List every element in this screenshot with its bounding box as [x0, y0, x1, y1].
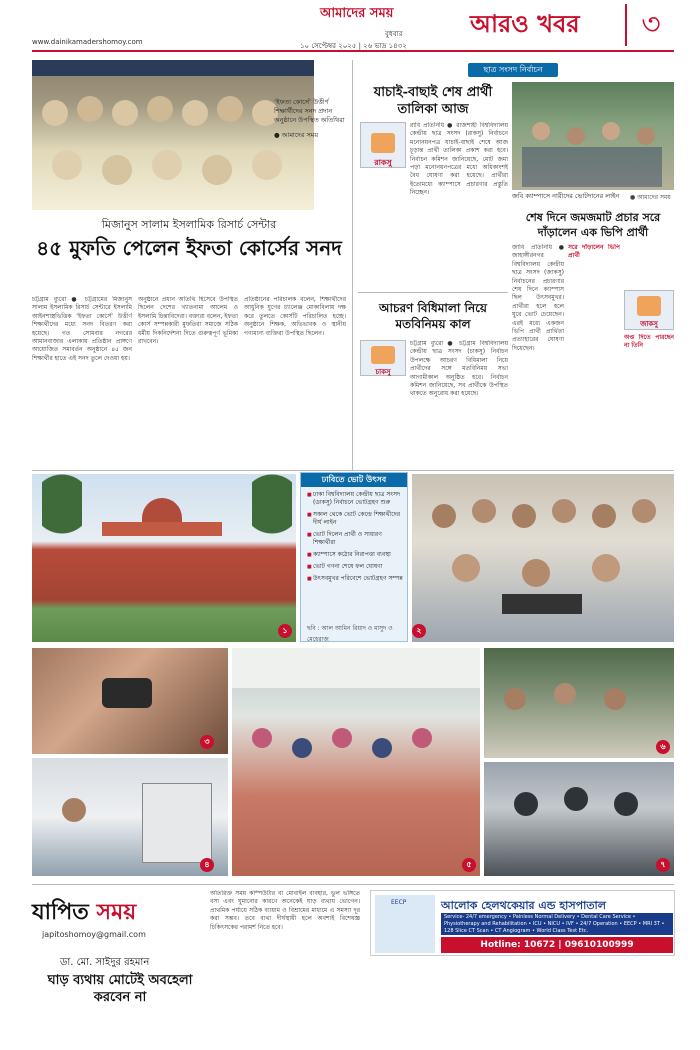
- photo-badge-5: ৫: [462, 858, 476, 872]
- section-divider: [32, 470, 674, 471]
- story2-body-b: [358, 172, 406, 232]
- column-paragraph: অতিরিক্ত সময় কম্পিউটার বা মোবাইল ব্যবহার, ভুল ভঙ্গিতে বসা এবং ঘুমানোর কারণে অনেকেই ঘাড় ব্যথায় ভোগেন। প্রাথমিক পর্যায়ে সঠিক ব্যায়াম ও বিশ্রামের মাধ্যমে এ সমস্যা দূর করা সম্ভব। তবে ব্যথা দীর্ঘস্থায়ী হলে অবশ্যই বিশেষজ্ঞ চিকিৎসকের পরামর্শ নিতে হবে।: [210, 890, 360, 931]
- queue-corridor-photo: [232, 648, 480, 876]
- fact-box-title: ঢাবিতে ভোট উৎসব: [301, 473, 407, 487]
- ad-brand: আলোক হেলথকেয়ার এন্ড হাসপাতাল: [441, 899, 606, 912]
- photo-badge-3: ৩: [200, 735, 214, 749]
- hospital-ad[interactable]: [370, 890, 675, 956]
- column-title[interactable]: ঘাড় ব্যথায় মোটেই অবহেলা করবেন না: [47, 973, 193, 1005]
- curzon-hall-photo: [32, 474, 296, 642]
- jakshu-label: জাকসু: [640, 320, 658, 328]
- photo-caption-1: [274, 98, 346, 140]
- story3-subhead-2: অপ্ত দিতে পারছেন না তিনি: [624, 334, 674, 350]
- story3-subhead: সরে দাঁড়ালেন ভিপি প্রার্থী: [568, 244, 620, 260]
- press-briefing-photo: [412, 474, 674, 642]
- story1-paragraph: অনুষ্ঠানে প্রধান অতিথি হিসেবে উপস্থিত ছিলেন দেশের খ্যাতনামা আলেম ও ইসলামি চিন্তাবিদেরা। বক্তারা বলেন, ইফতা কোর্স সম্পন্নকারী মুফতিরা সমাজে সঠিক ধর্মীয় দিকনির্দেশনা দিতে গুরুত্বপূর্ণ ভূমিকা রাখবেন।: [138, 296, 238, 346]
- police-security-photo: [484, 762, 674, 876]
- story4-paragraph: চট্টগ্রাম ব্যুরো ● চট্টগ্রাম বিশ্ববিদ্যালয় কেন্দ্রীয় ছাত্র সংসদ (চাকসু) নির্বাচন উপলক্ষে আচরণ বিধিমালা নিয়ে প্রার্থীদের সঙ্গে মতবিনিময় সভা আগামীকাল অনুষ্ঠিত হবে। নির্বাচন কমিশন জানিয়েছে, সব প্রার্থীকে উপস্থিত থাকতে অনুরোধ করা হয়েছে।: [410, 340, 508, 398]
- section-title: আরও খবর: [470, 9, 580, 38]
- story4-headline[interactable]: আচরণ বিধিমালা নিয়ে মতবিনিময় কাল: [378, 301, 487, 331]
- photo-credit: ● আমাদের সময়: [274, 131, 319, 139]
- ad-hotline[interactable]: Hotline: 10672 | 09610100999: [441, 937, 673, 953]
- column-logo-part: যাপিত: [32, 899, 97, 925]
- eecp-label: EECP: [391, 899, 407, 906]
- story-divider: [358, 292, 508, 293]
- convocation-photo: [32, 60, 314, 210]
- ad-services: Service- 24/7 emergency • Painless Normal Delivery • Dental Care Service • Physiotherapy and Rehabilitation • ICU • NICU • IVF • 24/7 Operation • EECP • MRI 3T • 128 Slice CT Scan • CT Angiogram • World Class Test Etc.: [441, 913, 673, 935]
- photo-badge-7: ৭: [656, 858, 670, 872]
- column-email[interactable]: japitoshomoy@gmail.com: [42, 930, 146, 939]
- story1-kicker: মিজানুস সালাম ইসলামিক রিসার্চ সেন্টার: [101, 218, 277, 231]
- column-divider: [352, 60, 353, 470]
- photo-badge-1: ১: [278, 624, 292, 638]
- caption-text: ‘ইফতা কোর্সে’ উত্তীর্ণ শিক্ষার্থীদের সনদ প্রদান অনুষ্ঠানে উপস্থিত অতিথিরা: [274, 98, 345, 124]
- chakshu-logo: [360, 340, 406, 376]
- list-item: ■ ভোট দিলেন প্রার্থী ও সাধারণ শিক্ষার্থীরা: [307, 531, 405, 547]
- story1-paragraph: চট্টগ্রাম ব্যুরো ● চট্টগ্রামের মিজানুস সালাম ইসলামিক রিসার্চ সেন্টারে ইসলামি আইনশাস্ত্রভিত্তিক ‘ইফতা কোর্সে’ উত্তীর্ণ শিক্ষার্থীদের মধ্যে সনদ বিতরণ করা হয়েছে। গত সোমবার নগরের আমানবাজার এলাকায় প্রতিষ্ঠান প্রাঙ্গণে আয়োজিত সমাবর্তন অনুষ্ঠানে ৪৫ জন শিক্ষার্থীর হাতে এই সনদ তুলে দেওয়া হয়।: [32, 296, 132, 362]
- list-item: ■ ভোট গণনা শেষে ফল ঘোষণা: [307, 563, 405, 571]
- newspaper-logo[interactable]: আমাদের সময়: [320, 6, 394, 21]
- issue-day: বুধবার: [385, 30, 403, 38]
- story1-paragraph: প্রতিষ্ঠানের পরিচালক বলেন, শিক্ষার্থীদের আধুনিক যুগের চ্যালেঞ্জ মোকাবিলায় দক্ষ করে তুলতে কোর্সটি পরিচালিত হচ্ছে। অনুষ্ঠানে শিক্ষক, অভিভাবক ও স্থানীয় গণ্যমান্য ব্যক্তিরা উপস্থিত ছিলেন।: [244, 296, 346, 337]
- story1-headline[interactable]: ৪৫ মুফতি পেলেন ইফতা কোর্সের সনদ: [36, 236, 342, 260]
- ink-finger-photo: [32, 648, 228, 754]
- story4-body: [410, 340, 508, 460]
- story3-body-col1: [512, 244, 564, 464]
- story3-body-col2: [568, 244, 620, 464]
- column-logo: [32, 895, 136, 932]
- column-logo-part: সময়: [96, 899, 137, 925]
- campus-queue-photo: [512, 82, 674, 190]
- column-body: [210, 890, 360, 1040]
- story1-body-col1: [32, 296, 132, 478]
- section-divider-2: [32, 884, 674, 885]
- list-item: ■ সকাল থেকে ভোট কেন্দ্রে শিক্ষার্থীদের দীর্ঘ লাইন: [307, 511, 405, 527]
- story3-headline[interactable]: শেষ দিনে জমজমাট প্রচার সরে দাঁড়ালেন এক ভিপি প্রার্থী: [525, 211, 661, 239]
- list-item: ■ ঢাকা বিশ্ববিদ্যালয় কেন্দ্রীয় ছাত্র সংসদ (ডাকসু) নির্বাচনে ভোটগ্রহণ শুরু: [307, 491, 405, 507]
- procession-photo: [484, 648, 674, 758]
- ballot-box-photo: [32, 758, 228, 876]
- column-author: ডা. মো. সাইদুর রহমান: [60, 957, 150, 968]
- rakshu-label: রাকসু: [374, 158, 392, 167]
- story3-paragraph: জাবি প্রতিনিধি ● জাহাঙ্গীরনগর বিশ্ববিদ্যালয় কেন্দ্রীয় ছাত্র সংসদ (জাকসু) নির্বাচনের প্রচারণার শেষ দিনে ক্যাম্পাস ছিল উৎসবমুখর। প্রার্থীরা হলে হলে ঘুরে ভোট চেয়েছেন। এরই মধ্যে একজন ভিপি প্রার্থী প্রার্থিতা প্রত্যাহারের ঘোষণা দিয়েছেন।: [512, 244, 564, 352]
- list-item: ■ ক্যাম্পাসে কঠোর নিরাপত্তা ব্যবস্থা: [307, 551, 405, 559]
- website-url[interactable]: www.dainikamadershomoy.com: [32, 38, 143, 46]
- photo-credit-3: ● আমাদের সময়: [630, 194, 671, 201]
- rakshu-logo: [360, 122, 406, 168]
- column-body-continued: [370, 960, 675, 1040]
- section-tag: ছাত্র সংসদ নির্বাচন: [468, 63, 558, 77]
- chakshu-label: চাকসু: [375, 368, 391, 376]
- story1-body-col2: [138, 296, 238, 478]
- issue-date: ১০ সেপ্টেম্বর ২০২৫ | ২৬ ভাদ্র ১৪৩২: [300, 42, 407, 50]
- photo-badge-6: ৬: [656, 740, 670, 754]
- story2-headline[interactable]: যাচাই-বাছাই শেষ প্রার্থী তালিকা আজ: [373, 85, 493, 117]
- photo-badge-4: ৪: [200, 858, 214, 872]
- fact-list: [307, 491, 405, 587]
- photo-caption-3: জবি ক্যাম্পাসে নারীদের ভোটদানের লাইন: [512, 192, 620, 200]
- list-item: ■ উৎসবমুখর পরিবেশে ভোটগ্রহণ সম্পন্ন: [307, 575, 405, 583]
- story1-body-col3: [244, 296, 346, 478]
- story2-body: [410, 122, 508, 222]
- ad-logo: [375, 895, 435, 953]
- photo-credit-5: ছবি : আল আমিন রিয়াদ ও মাসুদ ও মেহেরাজ: [307, 625, 393, 643]
- jakshu-logo: [624, 290, 674, 330]
- page-number: ৩: [625, 4, 675, 46]
- masthead: [0, 0, 700, 52]
- masthead-rule: [32, 50, 674, 52]
- story2-paragraph: রাবি প্রতিনিধি ● রাজশাহী বিশ্ববিদ্যালয় কেন্দ্রীয় ছাত্র সংসদ (রাকসু) নির্বাচনে মনোনয়নপত্র যাচাই-বাছাই শেষে আজ চূড়ান্ত প্রার্থী তালিকা প্রকাশ করা হবে। নির্বাচন কমিশন জানিয়েছে, মোট জমা পড়া মনোনয়নপত্রের মধ্যে অধিকাংশই বৈধ ঘোষণা করা হয়েছে। প্রার্থীরা ইতোমধ্যে ক্যাম্পাসে প্রচারণার প্রস্তুতি নিচ্ছেন।: [410, 122, 508, 197]
- story3-body-col3: [624, 334, 674, 464]
- dhaka-vote-fact-box: [300, 472, 408, 642]
- photo-badge-2: ২: [412, 624, 426, 638]
